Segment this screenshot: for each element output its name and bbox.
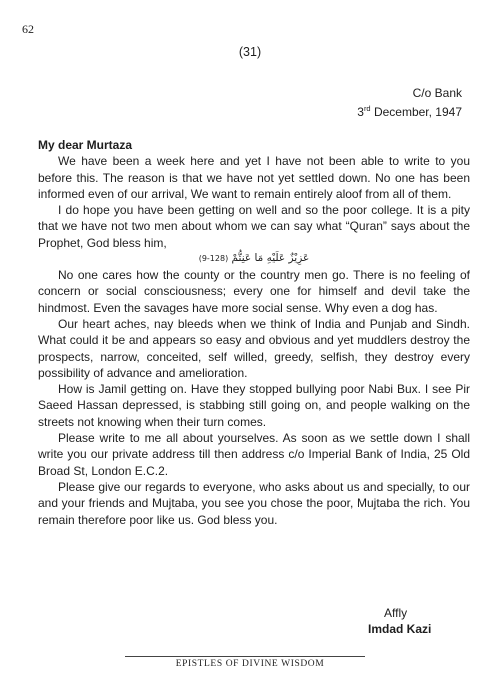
date-month-year: December, 1947 — [370, 105, 462, 119]
paragraph-1: We have been a week here and yet I have not been able to write to you before this. The reason is that we have not yet settled down. No one has been informed even of our arrival, We want to remain entirely aloof from all of them. — [38, 154, 470, 201]
signoff — [368, 605, 468, 637]
letter-date — [262, 101, 462, 120]
paragraph-3: No one cares how the county or the country men go. There is no feeling of concern or social consciousness; every one for himself and devil take the hindmost. Even the savages have more social sense. Why even a dog has. — [38, 268, 470, 315]
signature-name: Imdad Kazi — [368, 622, 432, 636]
quran-quote-arabic: عَزِيْزٌ عَلَيْهِ مَا عَنِتُّمْ — [231, 252, 310, 265]
quran-quote-reference: (9-128) — [198, 254, 229, 264]
salutation: My dear Murtaza — [38, 138, 133, 152]
closing: Affly — [384, 606, 408, 620]
paragraph-4: Our heart aches, nay bleeds when we think of India and Punjab and Sindh. What could it be and appears so easy and obvious and yet muddlers destroy the prospects, narrow, conceited, self willed, greedy, selfish, they destroy every possibility of advance and amelioration. — [38, 316, 470, 380]
quran-quote — [38, 251, 470, 266]
footer-divider — [125, 656, 365, 657]
sender-address — [262, 86, 462, 120]
paragraph-7: Please give our regards to everyone, who asks about us and specially, to our and your friends and Mujtaba, you see you chose the poor, Mujtaba the rich. You remain therefore poor like us. God bless you. — [38, 479, 470, 527]
date-ordinal: rd — [363, 104, 371, 113]
paragraph-2: I do hope you have been getting on well and so the poor college. It is a pity that we have not two men about whom we can say what “Quran” says about the Prophet, God bless him, — [38, 203, 470, 250]
paragraph-5: How is Jamil getting on. Have they stopped bullying poor Nabi Bux. I see Pir Saeed Hassan depressed, is stabbing still going on, and people walking on the streets not knowing when their turn comes. — [38, 382, 470, 429]
address-line: C/o Bank — [412, 86, 462, 100]
letter-body — [38, 137, 470, 528]
letter-number: (31) — [238, 45, 262, 59]
paragraph-6: Please write to me all about yourselves. As soon as we settle down I shall write you our private address till then address c/o Imperial Bank of India, 25 Old Broad St, London E.C.2. — [38, 431, 470, 478]
page-number: 62 — [22, 22, 34, 36]
footer-title: EPISTLES OF DIVINE WISDOM — [175, 659, 325, 669]
date-day: 3 — [357, 105, 364, 119]
